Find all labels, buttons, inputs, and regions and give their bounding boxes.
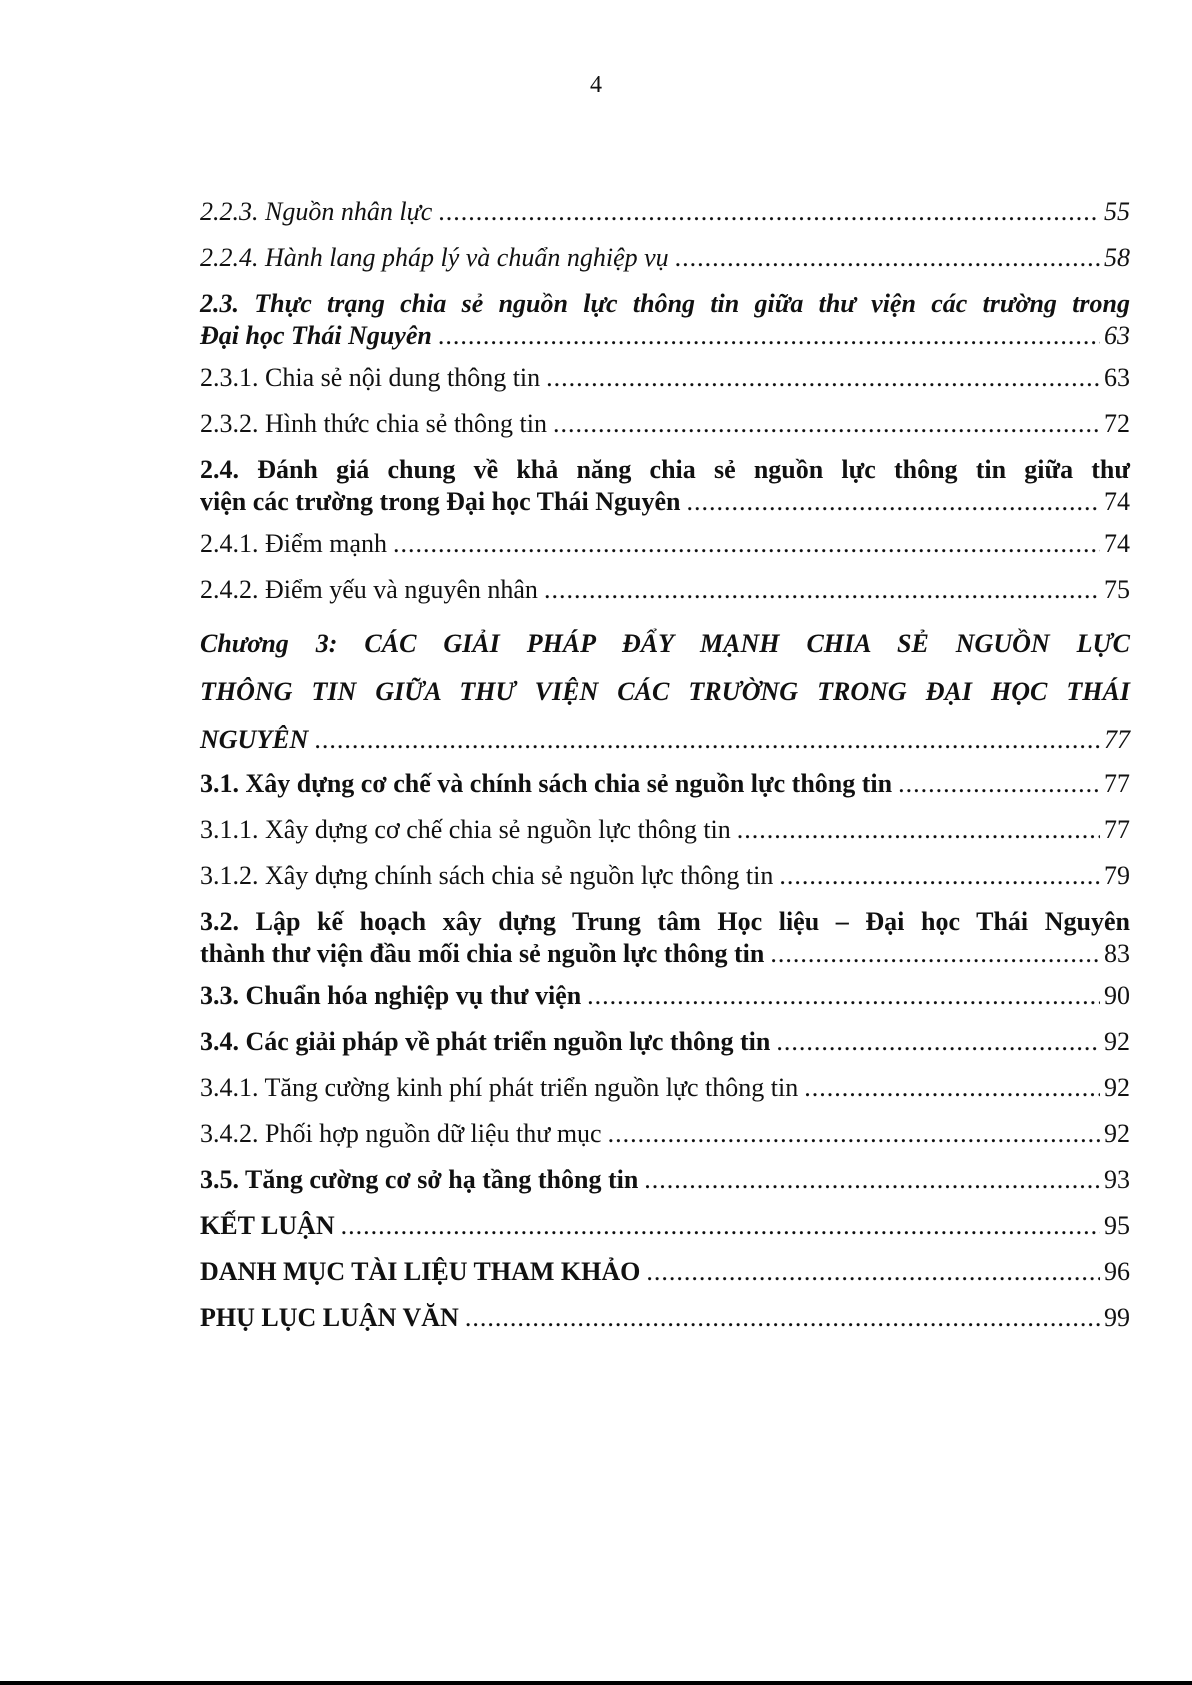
toc-entry-3-1[interactable] [200, 768, 1130, 800]
toc-entry-conclusion[interactable] [200, 1210, 1130, 1242]
toc-entry-3-4-2[interactable] [200, 1118, 1130, 1150]
toc-entry-3-3[interactable] [200, 980, 1130, 1012]
dot-leader [465, 1302, 1100, 1334]
toc-entry-page: 83 [1104, 939, 1130, 968]
toc-entry-3-4-1[interactable] [200, 1072, 1130, 1104]
toc-entry-page: 63 [1104, 321, 1130, 350]
toc-entry-title: 2.3.1. Chia sẻ nội dung thông tin [200, 363, 541, 392]
toc-entry-chapter-3[interactable] [200, 620, 1130, 764]
toc-entry-title: 3.4.1. Tăng cường kinh phí phát triển nguồn lực thông tin [200, 1073, 799, 1102]
toc-entry-page: 74 [1104, 487, 1130, 516]
toc-entry-page: 58 [1104, 243, 1130, 272]
toc-entry-2-3[interactable] [200, 288, 1130, 352]
toc-entry-page: 77 [1104, 769, 1130, 798]
toc-entry-page: 77 [1104, 815, 1130, 844]
toc-entry-page: 92 [1104, 1073, 1130, 1102]
toc-entry-title: NGUYÊN [200, 725, 309, 754]
toc-entry-title: thành thư viện đầu mối chia sẻ nguồn lực thông tin [200, 939, 765, 968]
toc-entry-title: 3.4. Các giải pháp về phát triển nguồn lực thông tin [200, 1027, 771, 1056]
toc-entry-title-line2: THÔNG TIN GIỮA THƯ VIỆN CÁC TRƯỜNG TRONG ĐẠI HỌC THÁI [200, 677, 1130, 706]
toc-entry-page: 72 [1104, 409, 1130, 438]
toc-entry-2-4-2[interactable] [200, 574, 1130, 606]
table-of-contents [200, 196, 1130, 1348]
dot-leader [438, 196, 1100, 228]
toc-entry-title-line1: 2.3. Thực trạng chia sẻ nguồn lực thông tin giữa thư viện các trường trong [200, 289, 1130, 318]
toc-entry-title: 2.4.1. Điểm mạnh [200, 529, 388, 558]
toc-entry-title: 2.2.3. Nguồn nhân lực [200, 197, 433, 226]
toc-entry-page: 99 [1104, 1303, 1130, 1332]
dot-leader [898, 768, 1100, 800]
dot-leader [644, 1164, 1100, 1196]
toc-entry-title: KẾT LUẬN [200, 1211, 335, 1240]
toc-entry-page: 79 [1104, 861, 1130, 890]
dot-leader [546, 362, 1100, 394]
toc-entry-title-line1: 2.4. Đánh giá chung về khả năng chia sẻ nguồn lực thông tin giữa thư [200, 455, 1130, 484]
toc-entry-title-line1: 3.2. Lập kế hoạch xây dựng Trung tâm Học liệu – Đại học Thái Nguyên [200, 907, 1130, 936]
toc-entry-2-2-3[interactable] [200, 196, 1130, 228]
dot-leader [587, 980, 1100, 1012]
dot-leader [779, 860, 1100, 892]
toc-entry-2-4-1[interactable] [200, 528, 1130, 560]
toc-entry-page: 90 [1104, 981, 1130, 1010]
dot-leader [341, 1210, 1100, 1242]
toc-entry-3-4[interactable] [200, 1026, 1130, 1058]
toc-entry-page: 92 [1104, 1027, 1130, 1056]
toc-entry-title: 3.1. Xây dựng cơ chế và chính sách chia sẻ nguồn lực thông tin [200, 769, 893, 798]
toc-entry-3-2[interactable] [200, 906, 1130, 970]
toc-entry-3-5[interactable] [200, 1164, 1130, 1196]
toc-entry-title: PHỤ LỤC LUẬN VĂN [200, 1303, 459, 1332]
toc-entry-title: Đại học Thái Nguyên [200, 321, 432, 350]
toc-entry-title: 2.4.2. Điểm yếu và nguyên nhân [200, 575, 538, 604]
toc-entry-page: 95 [1104, 1211, 1130, 1240]
dot-leader [646, 1256, 1100, 1288]
toc-entry-page: 75 [1104, 575, 1130, 604]
dot-leader [686, 486, 1100, 518]
dot-leader [804, 1072, 1100, 1104]
dot-leader [737, 814, 1100, 846]
toc-entry-page: 55 [1104, 197, 1130, 226]
toc-entry-2-2-4[interactable] [200, 242, 1130, 274]
toc-entry-page: 93 [1104, 1165, 1130, 1194]
toc-entry-title: DANH MỤC TÀI LIỆU THAM KHẢO [200, 1257, 641, 1286]
toc-entry-title: 2.2.4. Hành lang pháp lý và chuẩn nghiệp vụ [200, 243, 669, 272]
dot-leader [675, 242, 1100, 274]
bottom-border [0, 1681, 1192, 1685]
toc-entry-title: 2.3.2. Hình thức chia sẻ thông tin [200, 409, 547, 438]
toc-entry-appendix[interactable] [200, 1302, 1130, 1334]
toc-entry-3-1-2[interactable] [200, 860, 1130, 892]
toc-entry-page: 96 [1104, 1257, 1130, 1286]
toc-entry-title-line1: Chương 3: CÁC GIẢI PHÁP ĐẨY MẠNH CHIA SẺ NGUỒN LỰC [200, 629, 1130, 658]
page-number: 4 [590, 72, 602, 98]
dot-leader [393, 528, 1100, 560]
toc-entry-title: 3.4.2. Phối hợp nguồn dữ liệu thư mục [200, 1119, 602, 1148]
toc-entry-references[interactable] [200, 1256, 1130, 1288]
dot-leader [776, 1026, 1100, 1058]
dot-leader [608, 1118, 1100, 1150]
toc-entry-page: 77 [1104, 725, 1130, 754]
toc-entry-title: 3.3. Chuẩn hóa nghiệp vụ thư viện [200, 981, 582, 1010]
toc-entry-title: 3.5. Tăng cường cơ sở hạ tầng thông tin [200, 1165, 639, 1194]
dot-leader [544, 574, 1100, 606]
toc-entry-page: 63 [1104, 363, 1130, 392]
toc-entry-2-3-2[interactable] [200, 408, 1130, 440]
dot-leader [770, 938, 1100, 970]
toc-entry-title: 3.1.2. Xây dựng chính sách chia sẻ nguồn lực thông tin [200, 861, 774, 890]
toc-entry-3-1-1[interactable] [200, 814, 1130, 846]
dot-leader [553, 408, 1100, 440]
toc-entry-page: 74 [1104, 529, 1130, 558]
toc-entry-title: viện các trường trong Đại học Thái Nguyên [200, 487, 681, 516]
toc-entry-2-3-1[interactable] [200, 362, 1130, 394]
toc-entry-2-4[interactable] [200, 454, 1130, 518]
dot-leader [438, 320, 1100, 352]
toc-entry-title: 3.1.1. Xây dựng cơ chế chia sẻ nguồn lực thông tin [200, 815, 731, 844]
toc-entry-page: 92 [1104, 1119, 1130, 1148]
dot-leader [314, 716, 1100, 764]
